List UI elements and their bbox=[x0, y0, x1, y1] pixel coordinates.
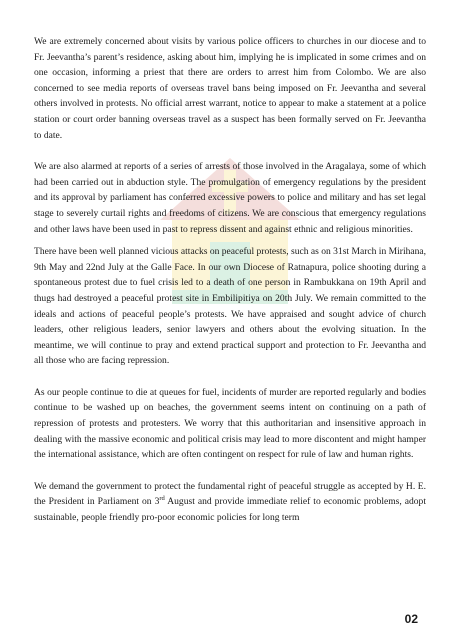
paragraph-police-visits: We are extremely concerned about visits by various police officers to churches in our diocese and to Fr. Jeevantha’s parent’s residence, asking about him, implying he is implicated in some crimes and on one occasion, informing a priest that there are orders to arrest him from Colombo. We are also concerned to see media reports of overseas travel bans being imposed on Fr. Jeevantha and several others involved in protests. No official arrest warrant, notice to appear to make a statement at a police station or court order banning overseas travel as a suspect has been formally served on Fr. Jeevantha to date. bbox=[34, 36, 426, 141]
demands-text-start: We demand the government to protect the fundamental right of peaceful struggle as accepted by H. E. the President in Parliament on 3 bbox=[34, 480, 426, 508]
paragraph-repression-concern: As our people continue to die at queues for fuel, incidents of murder are reported regularly and bodies continue to be washed up on beaches, the government seems intent on continuing on a path of repression of protests and protesters. We worry that this authoritarian and insensitive approach in dealing with the massive economic and political crisis may lead to more discontent and might hamper the international assistance, which are often contingent on respect for rule of law and human rights. bbox=[34, 386, 426, 461]
page-number: 02 bbox=[404, 612, 418, 626]
paragraph-demands bbox=[34, 479, 426, 526]
letter-body bbox=[34, 34, 426, 526]
demands-text-end: August and provide immediate relief to economic problems, adopt sustainable, people friendly pro-poor economic policies for long term bbox=[34, 496, 426, 524]
ordinal-superscript: rd bbox=[159, 495, 165, 503]
paragraph-arrests-emergency: We are also alarmed at reports of a series of arrests of those involved in the Aragalaya, some of which had been carried out in abduction style. The promulgation of emergency regulations by the president and its approval by parliament has conferred excessive powers to police and military and has set legal stage to severely curtail rights and freedoms of citizens. We are conscious that emergency regulations and other laws have been used in past to repress dissent and against ethnic and religious minorities. bbox=[34, 161, 426, 235]
paragraph-attacks-on-protests: There have been well planned vicious attacks on peaceful protests, such as on 31st March in Mirihana, 9th May and 22nd July at the Galle Face. In our own Diocese of Ratnapura, police shooting during a spontaneous protest due to fuel crisis led to a death of one person in Rambukkana on 19th April and thugs had destroyed a peaceful protest site in Embilipitiya on 20th July. We remain committed to the ideals and actions of peaceful people’s protests. We have appraised and sought advice of church leaders, other religious leaders, senior lawyers and others about the evolving situation. In the meantime, we will continue to pray and extend practical support and protection to Fr. Jeevantha and all those who are facing repression. bbox=[34, 246, 426, 367]
